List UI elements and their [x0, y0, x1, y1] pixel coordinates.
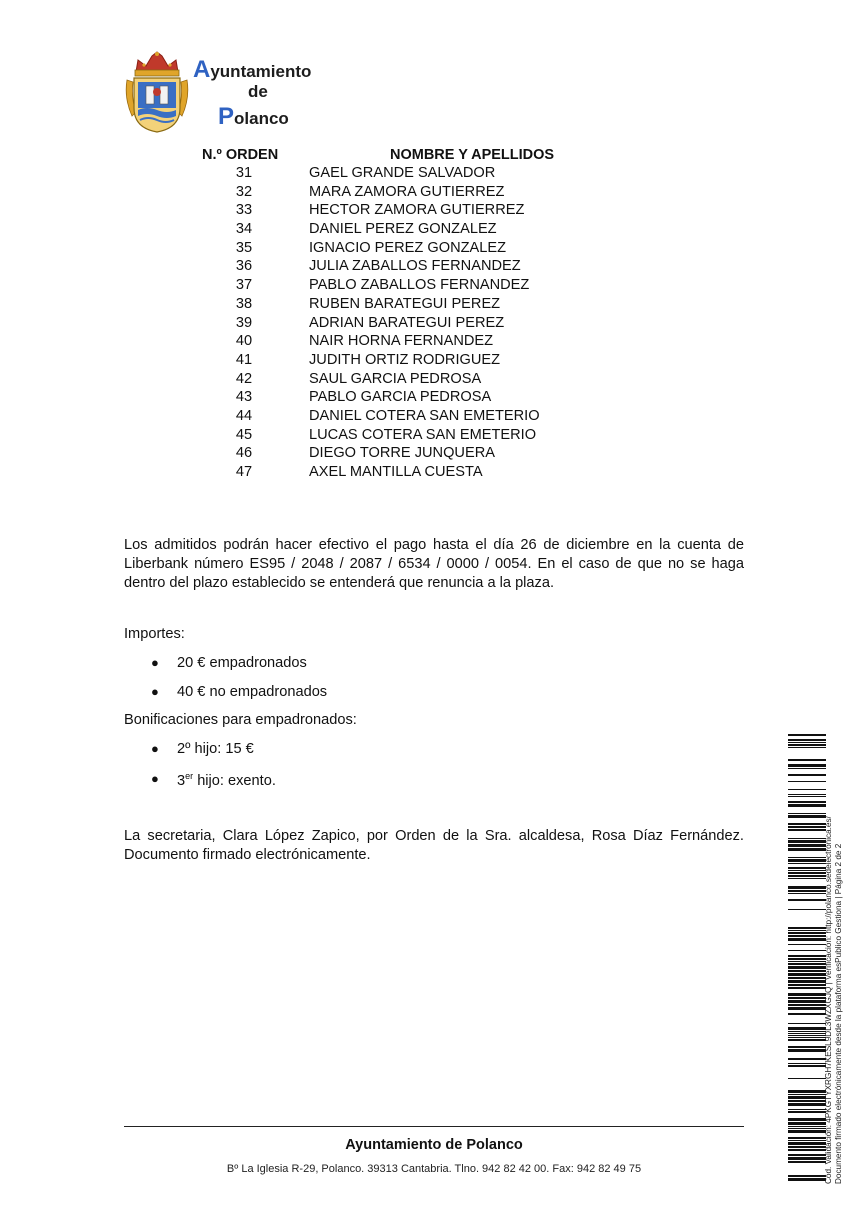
full-name: SAUL GARCIA PEDROSA	[309, 370, 482, 387]
order-number: 34	[235, 221, 253, 238]
table-row	[200, 352, 620, 371]
fee-registered: 20 € empadronados	[177, 655, 307, 671]
brand-name-line2: de	[248, 82, 268, 101]
validation-line-1: Cód. Validación: 4PKGTYXRGH7KESL9DL3WZXGJQ | Verificación: http://polanco.sedelectronica.es/	[824, 816, 833, 1184]
payment-paragraph: Los admitidos podrán hacer efectivo el pago hasta el día 26 de diciembre en la cuenta de Liberbank número ES95 / 2048 / 2087 / 6534 / 0000 / 0054. En el caso de que no se haga dentro del plazo establecido se entenderá que renuncia a la plaza.	[124, 537, 744, 591]
order-number: 36	[235, 258, 253, 275]
signature-paragraph: La secretaria, Clara López Zapico, por Orden de la Sra. alcaldesa, Rosa Díaz Fernández. Documento firmado electrónicamente.	[124, 828, 744, 863]
full-name: DANIEL PEREZ GONZALEZ	[309, 221, 497, 238]
discounts-label: Bonificaciones para empadronados:	[124, 712, 357, 728]
table-row	[200, 333, 620, 352]
table-row	[200, 202, 620, 221]
brand-rest-p: olanco	[234, 109, 289, 128]
brand-name-line3	[218, 103, 289, 131]
full-name: RUBEN BARATEGUI PEREZ	[309, 295, 501, 312]
discount-second-child: 2º hijo: 15 €	[177, 741, 254, 757]
list-item	[151, 771, 276, 789]
order-number: 43	[235, 389, 253, 406]
table-row	[200, 427, 620, 446]
order-number: 40	[235, 333, 253, 350]
column-header-name: NOMBRE Y APELLIDOS	[390, 147, 555, 163]
full-name: NAIR HORNA FERNANDEZ	[309, 333, 494, 350]
full-name: ADRIAN BARATEGUI PEREZ	[309, 314, 505, 331]
table-row	[200, 240, 620, 259]
table-row	[200, 184, 620, 203]
list-item	[151, 655, 307, 671]
order-number: 39	[235, 314, 253, 331]
brand-rest-a: yuntamiento	[210, 62, 312, 81]
footer-address: Bº La Iglesia R-29, Polanco. 39313 Cantabria. Tlno. 942 82 42 00. Fax: 942 82 49 75	[226, 1163, 642, 1175]
validation-line-2: Documento firmado electrónicamente desde la plataforma esPublico Gestiona | Página 2 de 2	[834, 843, 843, 1184]
bullet-icon: ●	[151, 684, 159, 699]
barcode-icon	[788, 734, 826, 1184]
table-row	[200, 221, 620, 240]
full-name: JULIA ZABALLOS FERNANDEZ	[309, 258, 521, 275]
order-number: 33	[235, 202, 253, 219]
table-row	[200, 165, 620, 184]
fees-label: Importes:	[124, 626, 185, 642]
order-number: 41	[235, 351, 253, 368]
ordinal-suffix: er	[185, 771, 194, 781]
full-name: DANIEL COTERA SAN EMETERIO	[309, 407, 540, 424]
table-row	[200, 296, 620, 315]
table-row	[200, 277, 620, 296]
column-header-order: N.º ORDEN	[202, 147, 279, 163]
order-number: 42	[235, 370, 253, 387]
brand-initial-p: P	[218, 103, 235, 130]
table-row	[200, 258, 620, 277]
table-row	[200, 389, 620, 408]
order-number: 44	[235, 407, 253, 424]
order-number: 38	[235, 295, 253, 312]
full-name: GAEL GRANDE SALVADOR	[309, 165, 496, 181]
order-number: 31	[235, 165, 253, 181]
list-item	[151, 741, 254, 757]
list-item	[151, 684, 328, 700]
coat-of-arms-icon	[124, 50, 190, 134]
bullet-icon: ●	[151, 741, 159, 756]
validation-text	[824, 734, 854, 1184]
order-number: 46	[235, 445, 253, 462]
order-number: 32	[235, 183, 253, 200]
table-row	[200, 464, 620, 483]
full-name: MARA ZAMORA GUTIERREZ	[309, 183, 505, 200]
full-name: PABLO ZABALLOS FERNANDEZ	[309, 277, 530, 294]
table-row	[200, 445, 620, 464]
order-number: 35	[235, 239, 253, 256]
full-name: IGNACIO PEREZ GONZALEZ	[309, 239, 507, 256]
brand-name-line1	[193, 56, 311, 84]
full-name: JUDITH ORTIZ RODRIGUEZ	[309, 351, 501, 368]
full-name: HECTOR ZAMORA GUTIERREZ	[309, 202, 525, 219]
discount-text: hijo: exento.	[193, 773, 276, 789]
order-number: 45	[235, 426, 253, 443]
order-number: 37	[235, 277, 253, 294]
bullet-icon: ●	[151, 771, 159, 786]
full-name: AXEL MANTILLA CUESTA	[309, 464, 483, 480]
order-number: 47	[235, 464, 253, 480]
full-name: LUCAS COTERA SAN EMETERIO	[309, 426, 537, 443]
table-row	[200, 315, 620, 334]
admitted-list	[200, 165, 620, 483]
footer-divider	[124, 1126, 744, 1127]
brand-initial-a: A	[193, 56, 211, 83]
full-name: DIEGO TORRE JUNQUERA	[309, 445, 495, 462]
discount-third-child	[177, 773, 276, 789]
fee-not-registered: 40 € no empadronados	[177, 684, 328, 700]
table-row	[200, 371, 620, 390]
ordinal-number: 3	[177, 773, 186, 789]
full-name: PABLO GARCIA PEDROSA	[309, 389, 492, 406]
table-row	[200, 408, 620, 427]
bullet-icon: ●	[151, 655, 159, 670]
footer-title: Ayuntamiento de Polanco	[345, 1137, 523, 1153]
